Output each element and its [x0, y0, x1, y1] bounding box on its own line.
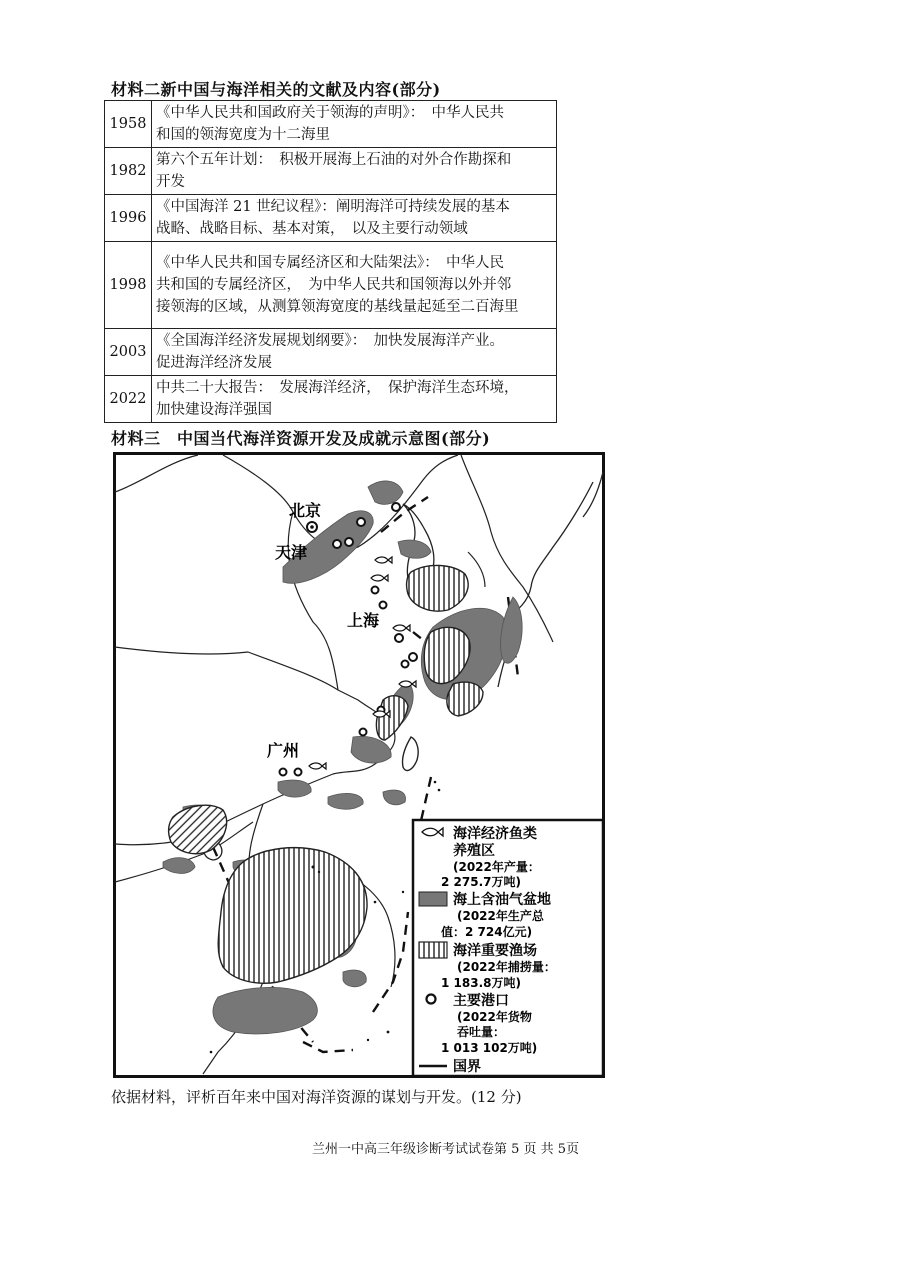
- port-icon: [280, 769, 287, 776]
- port-icon: [380, 602, 387, 609]
- question-text: 依据材料，评析百年来中国对海洋资源的谋划与开发。(12 分): [111, 1088, 522, 1106]
- port-icon: [392, 503, 400, 511]
- legend-oil-title: 海上含油气盆地: [453, 892, 551, 908]
- table-row: [105, 329, 557, 376]
- content-cell: 《中华人民共和国专属经济区和大陆架法》： 中华人民 共和国的专属经济区， 为中华人民共和国领海以外并邻 接领海的区域，从测算领海宽度的基线量起延至二百海里: [152, 242, 557, 329]
- page-footer: 兰州一中高三年级诊断考试试卷第 5 页 共 5页: [312, 1142, 580, 1157]
- city-label-shanghai: 上海: [347, 611, 380, 630]
- table-row: [105, 242, 557, 329]
- legend-oil-desc: (2022年生产总: [457, 909, 544, 923]
- legend-fish-desc: (2022年产量：: [453, 860, 540, 874]
- year-cell: 1982: [105, 148, 152, 195]
- legend-port-desc-2: 吞吐量：: [457, 1025, 506, 1039]
- year-cell: 2022: [105, 376, 152, 423]
- port-icon: [345, 538, 353, 546]
- table-row: [105, 376, 557, 423]
- content-cell: 中共二十大报告： 发展海洋经济， 保护海洋生态环境， 加快建设海洋强国: [152, 376, 557, 423]
- year-cell: 1998: [105, 242, 152, 329]
- year-cell: 2003: [105, 329, 152, 376]
- city-label-tianjin: 天津: [275, 543, 308, 562]
- map-legend: [413, 820, 603, 1076]
- port-icon: [409, 653, 417, 661]
- table-row: [105, 148, 557, 195]
- legend-fishing-title: 海洋重要渔场: [453, 943, 537, 959]
- oil-basin-swatch: [419, 892, 447, 906]
- legend-oil-value: 值：2 724亿元): [441, 925, 533, 939]
- legend-fishing-value: 1 183.8万吨): [441, 976, 521, 990]
- content-cell: 《中华人民共和国政府关于领海的声明》： 中华人民共 和国的领海宽度为十二海里: [152, 101, 557, 148]
- material2-title: 材料二新中国与海洋相关的文献及内容(部分): [111, 80, 441, 99]
- content-cell: 第六个五年计划： 积极开展海上石油的对外合作勘探和 开发: [152, 148, 557, 195]
- legend-port-value: 1 013 102万吨): [441, 1041, 538, 1055]
- year-cell: 1958: [105, 101, 152, 148]
- port-icon: [427, 995, 436, 1004]
- literature-table: [104, 100, 557, 423]
- year-cell: 1996: [105, 195, 152, 242]
- table-row: [105, 195, 557, 242]
- city-label-guangzhou: 广州: [267, 741, 300, 760]
- legend-border-title: 国界: [453, 1059, 481, 1075]
- port-icon: [360, 729, 367, 736]
- port-icon: [395, 634, 403, 642]
- port-icon: [402, 661, 409, 668]
- port-icon: [295, 769, 302, 776]
- port-icon: [357, 518, 365, 526]
- table-row: [105, 101, 557, 148]
- fishing-ground-swatch: [419, 942, 447, 958]
- legend-fish-title-2: 养殖区: [453, 843, 495, 859]
- city-label-beijing: 北京: [289, 501, 322, 520]
- material3-title: 材料三 中国当代海洋资源开发及成就示意图(部分): [111, 429, 491, 448]
- port-icon: [333, 540, 341, 548]
- legend-port-desc: (2022年货物: [457, 1010, 532, 1024]
- content-cell: 《全国海洋经济发展规划纲要》： 加快发展海洋产业。 促进海洋经济发展: [152, 329, 557, 376]
- legend-fish-title: 海洋经济鱼类: [453, 826, 537, 842]
- port-icon: [372, 587, 379, 594]
- ocean-resources-map: [113, 452, 605, 1078]
- legend-fish-value: 2 275.7万吨): [441, 875, 521, 889]
- legend-port-title: 主要港口: [453, 993, 509, 1009]
- legend-fishing-desc: (2022年捕捞量：: [457, 960, 556, 974]
- content-cell: 《中国海洋 21 世纪议程》：阐明海洋可持续发展的基本 战略、战略目标、基本对策， 以及主要行动领域: [152, 195, 557, 242]
